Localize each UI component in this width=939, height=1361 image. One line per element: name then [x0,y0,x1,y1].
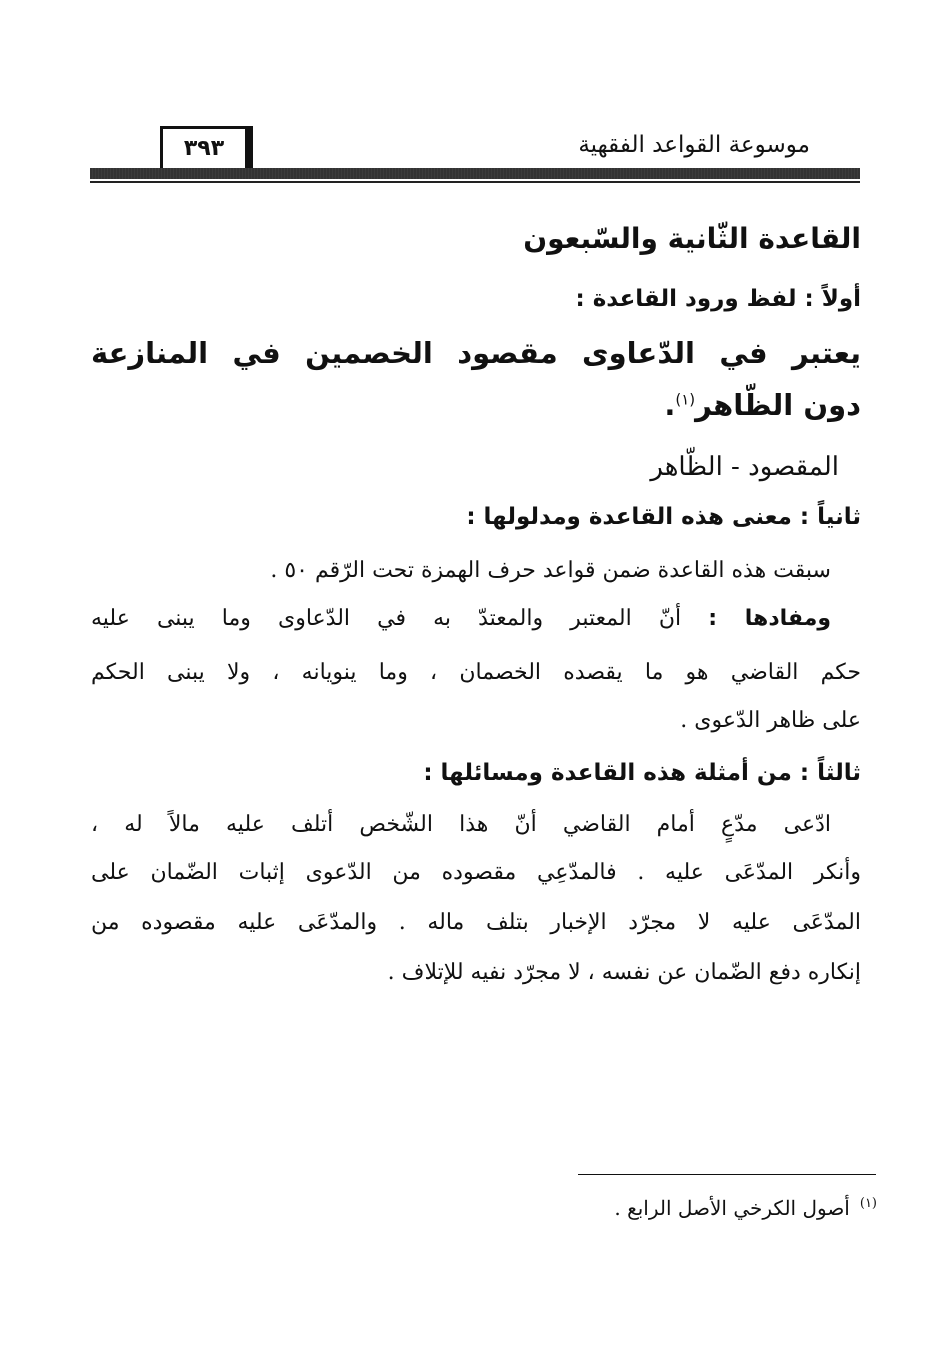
section-1-label: أولاً : لفظ ورود القاعدة : [575,286,861,312]
footnote [614,1196,877,1220]
paragraph-lead: ومفادها : [708,606,831,631]
section-2-paragraph-2-line-3: على ظاهر الدّعوى . [680,708,861,733]
section-3-line-3: المدّعَى عليه لا مجرّد الإخبار بتلف ماله . والمدّعَى عليه مقصوده من [91,910,861,935]
footnote-separator [578,1174,876,1175]
section-2-paragraph-2-line-1 [91,606,861,631]
page-number: ٣٩٣ [160,126,248,169]
section-3-label: ثالثاً : من أمثلة هذه القاعدة ومسائلها : [423,760,861,786]
section-2-paragraph-2-line-2: حكم القاضي هو ما يقصده الخصمان ، وما ينويانه ، ولا يبنى الحكم [91,660,861,685]
footnote-reference: (١) [675,390,696,409]
footnote-number: (١) [859,1196,877,1212]
section-2-paragraph-1: سبقت هذه القاعدة ضمن قواعد حرف الهمزة تحت الرّقم ٥٠ . [270,558,831,583]
footnote-text: أصول الكرخي الأصل الرابع . [614,1196,850,1220]
rule-statement-line-1: يعتبر في الدّعاوى مقصود الخصمين في المنازعة [91,336,861,370]
header-rule-thick [90,168,860,179]
keywords: المقصود - الظّاهر [650,452,839,482]
section-3-line-2: وأنكر المدّعَى عليه . فالمدّعِي مقصوده من الدّعوى إثبات الضّمان على [91,860,861,885]
book-title: موسوعة القواعد الفقهية [578,132,810,158]
rule-statement-period: . [664,388,676,422]
rule-statement-text: دون الظّاهر [695,388,861,422]
section-3-line-4: إنكاره دفع الضّمان عن نفسه ، لا مجرّد نفيه للإتلاف . [387,960,861,985]
page-header [90,118,860,182]
section-3-line-1: ادّعى مدّعٍ أمام القاضي أنّ هذا الشّخص أتلف عليه مالاً له ، [91,812,831,837]
header-rule-thin [90,181,860,183]
paragraph-text: أنّ المعتبر والمعتدّ به في الدّعاوى وما يبنى عليه [91,606,682,631]
rule-statement-line-2 [664,388,861,422]
rule-heading: القاعدة الثّانية والسّبعون [523,222,861,255]
section-2-label: ثانياً : معنى هذه القاعدة ومدلولها : [466,504,861,530]
